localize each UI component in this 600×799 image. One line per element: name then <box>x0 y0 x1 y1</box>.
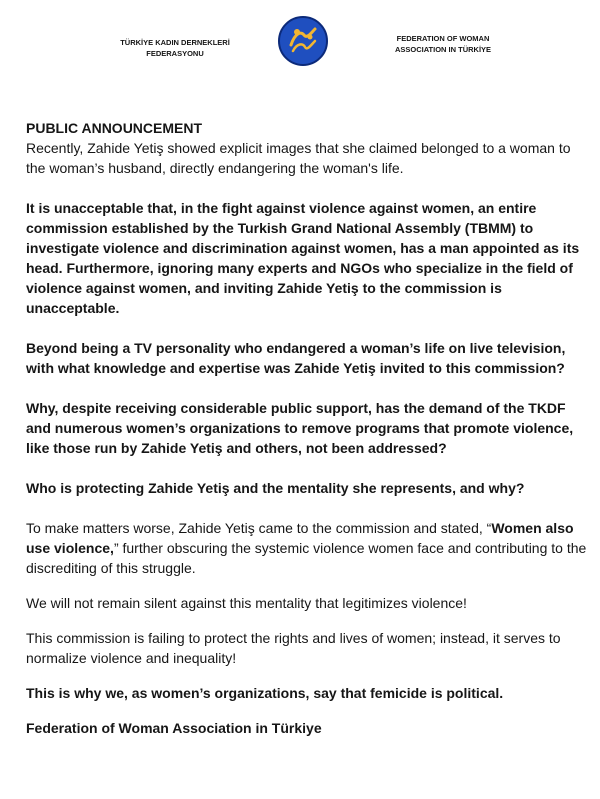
paragraph-women-violence <box>26 518 588 578</box>
paragraph-not-silent: We will not remain silent against this mentality that legitimizes violence! <box>26 595 467 611</box>
quote-lead: To make matters worse, Zahide Yetiş came to the commission and stated, “ <box>26 520 492 536</box>
paragraph-tkdf-demand: Why, despite receiving considerable public support, has the demand of the TKDF and numerous women’s organizations to remove programs that promote violence, like those run by Zahide Yetiş and others, not been addressed? <box>26 400 574 456</box>
paragraph-who-protecting: Who is protecting Zahide Yetiş and the mentality she represents, and why? <box>26 480 525 496</box>
org-name-turkish <box>100 37 250 59</box>
paragraph-commission-failing: This commission is failing to protect the rights and lives of women; instead, it serves to normalize violence and inequality! <box>26 630 561 666</box>
org-name-english <box>368 33 518 55</box>
signature: Federation of Woman Association in Türkiye <box>26 720 322 736</box>
org-name-english-line1: FEDERATION OF WOMAN <box>396 34 490 43</box>
federation-logo-icon <box>277 15 329 67</box>
org-name-turkish-line2: FEDERASYONU <box>146 49 204 58</box>
paragraph-femicide-political: This is why we, as women’s organizations, say that femicide is political. <box>26 685 504 701</box>
intro-paragraph: Recently, Zahide Yetiş showed explicit images that she claimed belonged to a woman to the woman’s husband, directly endangering the woman's life. <box>26 140 571 176</box>
quote-tail: ” further obscuring the systemic violence women face and contributing to the discrediting of this struggle. <box>26 540 587 576</box>
announcement-body <box>26 118 588 738</box>
paragraph-commission: It is unacceptable that, in the fight against violence against women, an entire commission established by the Turkish Grand National Assembly (TBMM) to investigate violence and discrimination against women, has a man appointed as its head. Furthermore, ignoring many experts and NGOs who specialize in the field of violence against women, and inviting Zahide Yetiş to the commission is unacceptable. <box>26 200 580 316</box>
paragraph-tv-personality: Beyond being a TV personality who endangered a woman’s life on live television, with what knowledge and expertise was Zahide Yetiş invited to this commission? <box>26 340 566 376</box>
org-name-english-line2: ASSOCIATION IN TÜRKİYE <box>394 45 492 54</box>
org-name-turkish-line1: TÜRKİYE KADIN DERNEKLERİ <box>120 38 230 47</box>
letterhead <box>0 0 600 90</box>
announcement-title: PUBLIC ANNOUNCEMENT <box>26 120 203 136</box>
quote-bold: Women also use violence, <box>26 520 574 556</box>
